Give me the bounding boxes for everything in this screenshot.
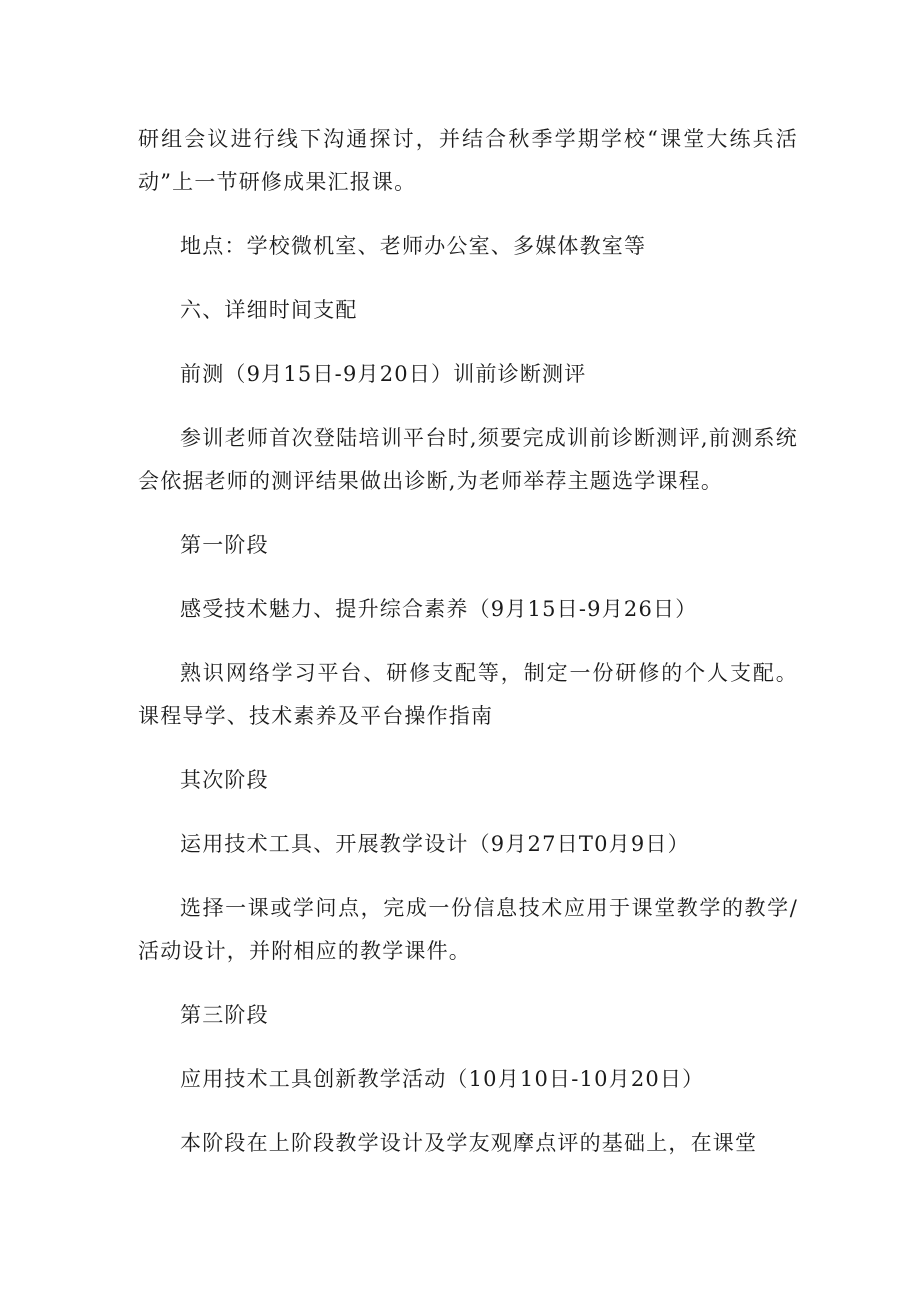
stage-heading-3: 第三阶段 bbox=[180, 1003, 269, 1027]
paragraph-location: 地点：学校微机室、老师办公室、多媒体教室等 bbox=[180, 234, 647, 258]
stage-1-title: 感受技术魅力、提升综合素养（9月15日-9月26日） bbox=[180, 597, 698, 621]
paragraph-pretest-body: 参训老师首次登陆培训平台时,须要完成训前诊断测评,前测系统会依据老师的测评结果做出诊断,为老师举荐主题选学课程。 bbox=[138, 426, 798, 493]
stage-2-title: 运用技术工具、开展教学设计（9月27日T0月9日） bbox=[180, 832, 690, 856]
paragraph-intro: 研组会议进行线下沟通探讨，并结合秋季学期学校“课堂大练兵活动”上一节研修成果汇报课。 bbox=[138, 127, 798, 194]
stage-1-body: 熟识网络学习平台、研修支配等，制定一份研修的个人支配。课程导学、技术素养及平台操作指南 bbox=[138, 661, 798, 728]
stage-3-title: 应用技术工具创新教学活动（10月10日-10月20日） bbox=[180, 1067, 705, 1091]
stage-2-body: 选择一课或学问点，完成一份信息技术应用于课堂教学的教学/活动设计，并附相应的教学课件。 bbox=[138, 896, 798, 963]
stage-heading-2: 其次阶段 bbox=[180, 768, 269, 792]
stage-3-body: 本阶段在上阶段教学设计及学友观摩点评的基础上，在课堂 bbox=[180, 1131, 758, 1155]
paragraph-pretest-title: 前测（9月15日-9月20日）训前诊断测评 bbox=[180, 362, 587, 386]
stage-heading-1: 第一阶段 bbox=[180, 533, 269, 557]
document-page bbox=[138, 118, 798, 1186]
section-heading-schedule: 六、详细时间支配 bbox=[180, 298, 358, 322]
